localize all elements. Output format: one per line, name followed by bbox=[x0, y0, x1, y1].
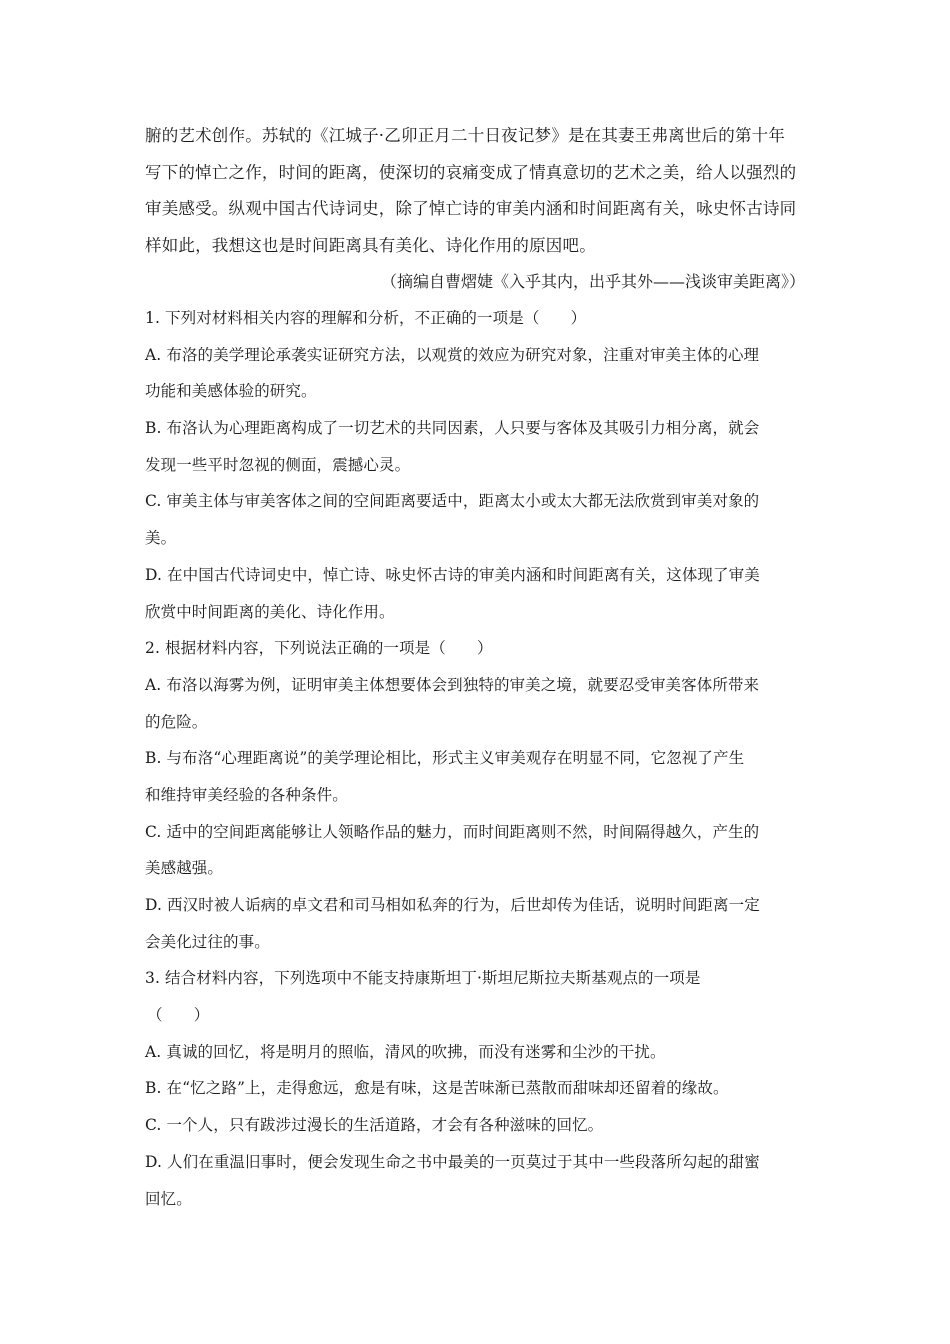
option-d bbox=[145, 557, 807, 630]
option-line: B. 与布洛“心理距离说”的美学理论相比，形式主义审美观存在明显不同，它忽视了产生 bbox=[145, 749, 745, 768]
option-d bbox=[145, 1144, 807, 1217]
option-line: 美。 bbox=[145, 529, 177, 548]
option-line: C. 审美主体与审美客体之间的空间距离要适中，距离太小或太大都无法欣赏到审美对象的 bbox=[145, 492, 760, 511]
option-line: A. 真诚的回忆，将是明月的照临，清风的吹拂，而没有迷雾和尘沙的干扰。 bbox=[145, 1042, 666, 1061]
option-line: 美感越强。 bbox=[145, 859, 224, 878]
option-c bbox=[145, 814, 807, 887]
question-stem: 1. 下列对材料相关内容的理解和分析，不正确的一项是（ ） bbox=[145, 309, 587, 327]
option-line: 功能和美感体验的研究。 bbox=[145, 382, 317, 401]
option-line: B. 布洛认为心理距离构成了一切艺术的共同因素，人只要与客体及其吸引力相分离，就会 bbox=[145, 419, 760, 438]
reading-passage bbox=[145, 118, 807, 300]
option-line: 的危险。 bbox=[145, 712, 208, 731]
option-line: 会美化过往的事。 bbox=[145, 932, 270, 951]
option-line: A. 布洛的美学理论承袭实证研究方法，以观赏的效应为研究对象，注重对审美主体的心理 bbox=[145, 345, 760, 364]
question-3 bbox=[145, 960, 807, 1217]
passage-line: 写下的悼亡之作，时间的距离，使深切的哀痛变成了情真意切的艺术之美，给人以强烈的 bbox=[145, 162, 797, 182]
page-content bbox=[145, 118, 807, 1217]
option-c bbox=[145, 483, 807, 556]
option-line: D. 西汉时被人诟病的卓文君和司马相如私奔的行为，后世却传为佳话，说明时间距离一定 bbox=[145, 896, 760, 914]
option-line: 回忆。 bbox=[145, 1189, 192, 1208]
question-stem: 2. 根据材料内容，下列说法正确的一项是（ ） bbox=[145, 639, 493, 658]
passage-line: 样如此，我想这也是时间距离具有美化、诗化作用的原因吧。 bbox=[145, 235, 596, 255]
option-line: C. 一个人，只有跋涉过漫长的生活道路，才会有各种滋味的回忆。 bbox=[145, 1116, 604, 1135]
option-line: B. 在“忆之路”上，走得愈远，愈是有味，这是苦味渐已蒸散而甜味却还留着的缘故。 bbox=[145, 1079, 729, 1098]
question-1 bbox=[145, 300, 807, 630]
passage-line: 审美感受。纵观中国古代诗词史，除了悼亡诗的审美内涵和时间距离有关，咏史怀古诗同 bbox=[145, 199, 797, 218]
option-line: 欣赏中时间距离的美化、诗化作用。 bbox=[145, 602, 395, 621]
passage-line: 腑的艺术创作。苏轼的《江城子·乙卯正月二十日夜记梦》是在其妻王弗离世后的第十年 bbox=[145, 126, 786, 145]
option-line: D. 在中国古代诗词史中，悼亡诗、咏史怀古诗的审美内涵和时间距离有关，这体现了审美 bbox=[145, 565, 760, 584]
option-line: 和维持审美经验的各种条件。 bbox=[145, 785, 348, 804]
option-b bbox=[145, 1070, 807, 1107]
option-line: C. 适中的空间距离能够让人领略作品的魅力，而时间距离则不然，时间隔得越久，产生的 bbox=[145, 822, 760, 841]
option-a bbox=[145, 337, 807, 410]
option-line: D. 人们在重温旧事时，便会发现生命之书中最美的一页莫过于其中一些段落所勾起的甜蜜 bbox=[145, 1152, 760, 1171]
option-line: A. 布洛以海雾为例，证明审美主体想要体会到独特的审美之境，就要忍受审美客体所带来 bbox=[145, 675, 760, 694]
option-d bbox=[145, 887, 807, 960]
passage-source: （摘编自曹熠婕《入乎其内，出乎其外——浅谈审美距离》） bbox=[380, 272, 805, 291]
question-2 bbox=[145, 630, 807, 960]
option-b bbox=[145, 740, 807, 813]
option-a bbox=[145, 1034, 807, 1071]
option-line: 发现一些平时忽视的侧面，震撼心灵。 bbox=[145, 455, 411, 474]
question-stem-paren: （ ） bbox=[147, 1006, 210, 1025]
option-b bbox=[145, 410, 807, 483]
question-stem: 3. 结合材料内容，下列选项中不能支持康斯坦丁·斯坦尼斯拉夫斯基观点的一项是 bbox=[145, 969, 701, 988]
option-a bbox=[145, 667, 807, 740]
option-c bbox=[145, 1107, 807, 1144]
